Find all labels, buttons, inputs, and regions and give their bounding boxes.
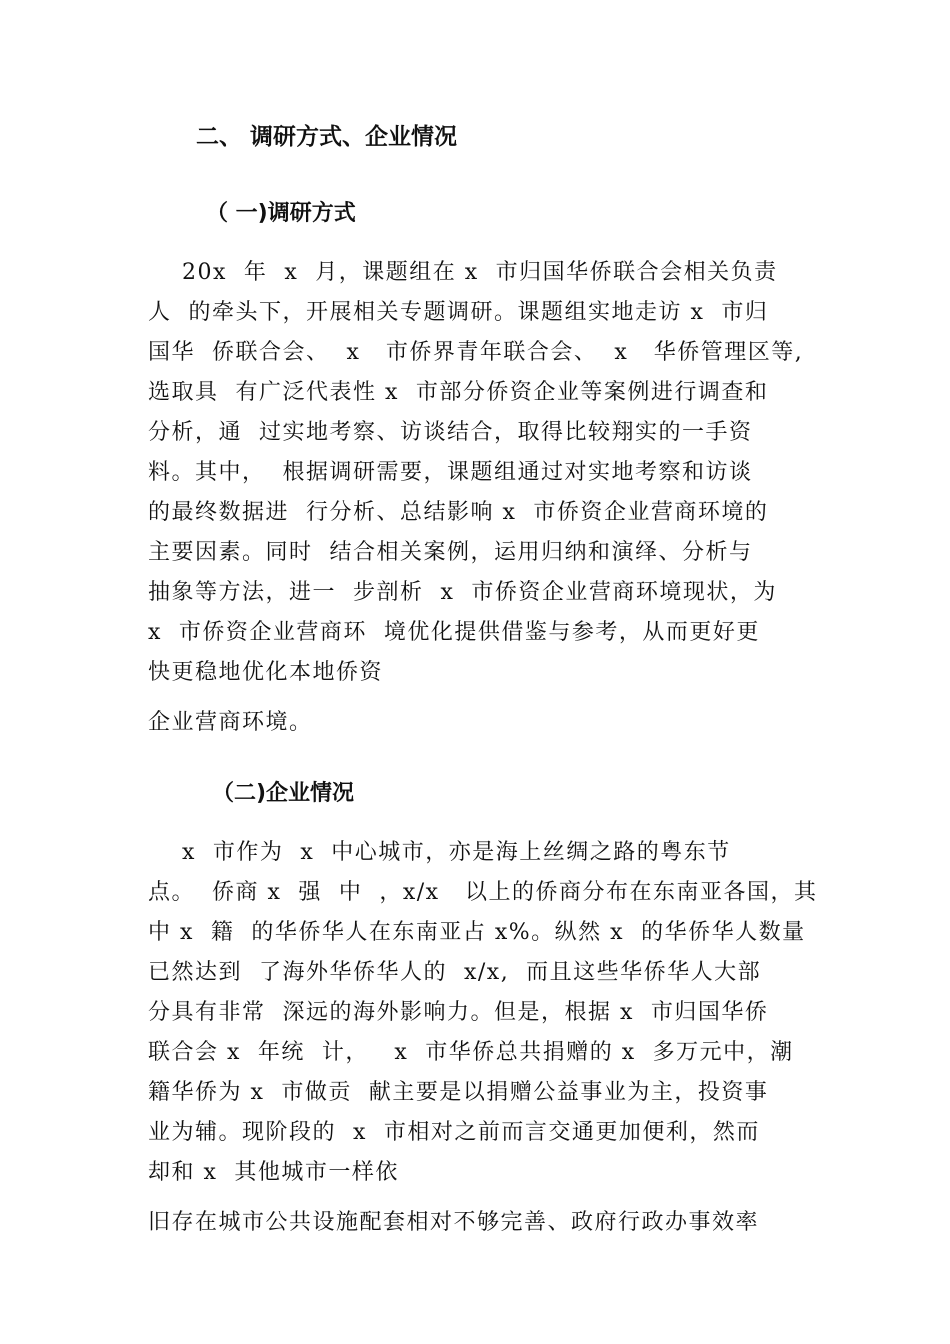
paragraph-line: 抽象等方法，进一 步剖析 x 市侨资企业营商环境现状，为	[148, 580, 777, 605]
paragraph-line: 人 的牵头下，开展相关专题调研。课题组实地走访 x 市归	[148, 300, 769, 325]
subheading-enterprise-status: （二)企业情况	[212, 781, 355, 806]
paragraph-line: x 市侨资企业营商环 境优化提供借鉴与参考，从而更好更	[148, 620, 760, 645]
paragraph-line: 主要因素。同时 结合相关案例，运用归纳和演绎、分析与	[148, 540, 753, 565]
paragraph-line: 却和 x 其他城市一样依	[148, 1160, 399, 1185]
paragraph-line: 分析，通 过实地考察、访谈结合，取得比较翔实的一手资	[148, 420, 753, 445]
paragraph-line: 料。其中， 根据调研需要，课题组通过对实地考察和访谈	[148, 460, 753, 485]
section-heading-research: 二、 调研方式、企业情况	[196, 124, 458, 150]
paragraph-continuation: 企业营商环境。	[148, 710, 313, 735]
paragraph-line: 选取具 有广泛代表性 x 市部分侨资企业等案例进行调查和	[148, 380, 769, 405]
paragraph-line: 20x 年 x 月，课题组在 x 市归国华侨联合会相关负责	[148, 260, 778, 285]
paragraph-line: 点。 侨商 x 强 中 ，x/x 以上的侨商分布在东南亚各国，其	[148, 880, 818, 905]
paragraph-line: 已然达到 了海外华侨华人的 x/x, 而且这些华侨华人大部	[148, 960, 762, 985]
paragraph-line: x 市作为 x 中心城市，亦是海上丝绸之路的粤东节	[148, 840, 731, 865]
paragraph-line: 业为辅。现阶段的 x 市相对之前而言交通更加便利，然而	[148, 1120, 760, 1145]
paragraph-line: 快更稳地优化本地侨资	[148, 660, 384, 685]
paragraph-line: 分具有非常 深远的海外影响力。但是，根据 x 市归国华侨	[148, 1000, 769, 1025]
paragraph-line: 的最终数据进 行分析、总结影响 x 市侨资企业营商环境的	[148, 500, 769, 525]
paragraph-line: 籍华侨为 x 市做贡 献主要是以捐赠公益事业为主，投资事	[148, 1080, 769, 1105]
paragraph-continuation: 旧存在城市公共设施配套相对不够完善、政府行政办事效率	[148, 1210, 760, 1235]
paragraph-line: 中 x 籍 的华侨华人在东南亚占 x%。纵然 x 的华侨华人数量	[148, 920, 806, 945]
paragraph-line: 国华 侨联合会、 x 市侨界青年联合会、 x 华侨管理区等,	[148, 340, 804, 365]
subheading-research-method: （ 一)调研方式	[206, 201, 356, 226]
paragraph-line: 联合会 x 年统 计， x 市华侨总共捐赠的 x 多万元中，潮	[148, 1040, 794, 1065]
